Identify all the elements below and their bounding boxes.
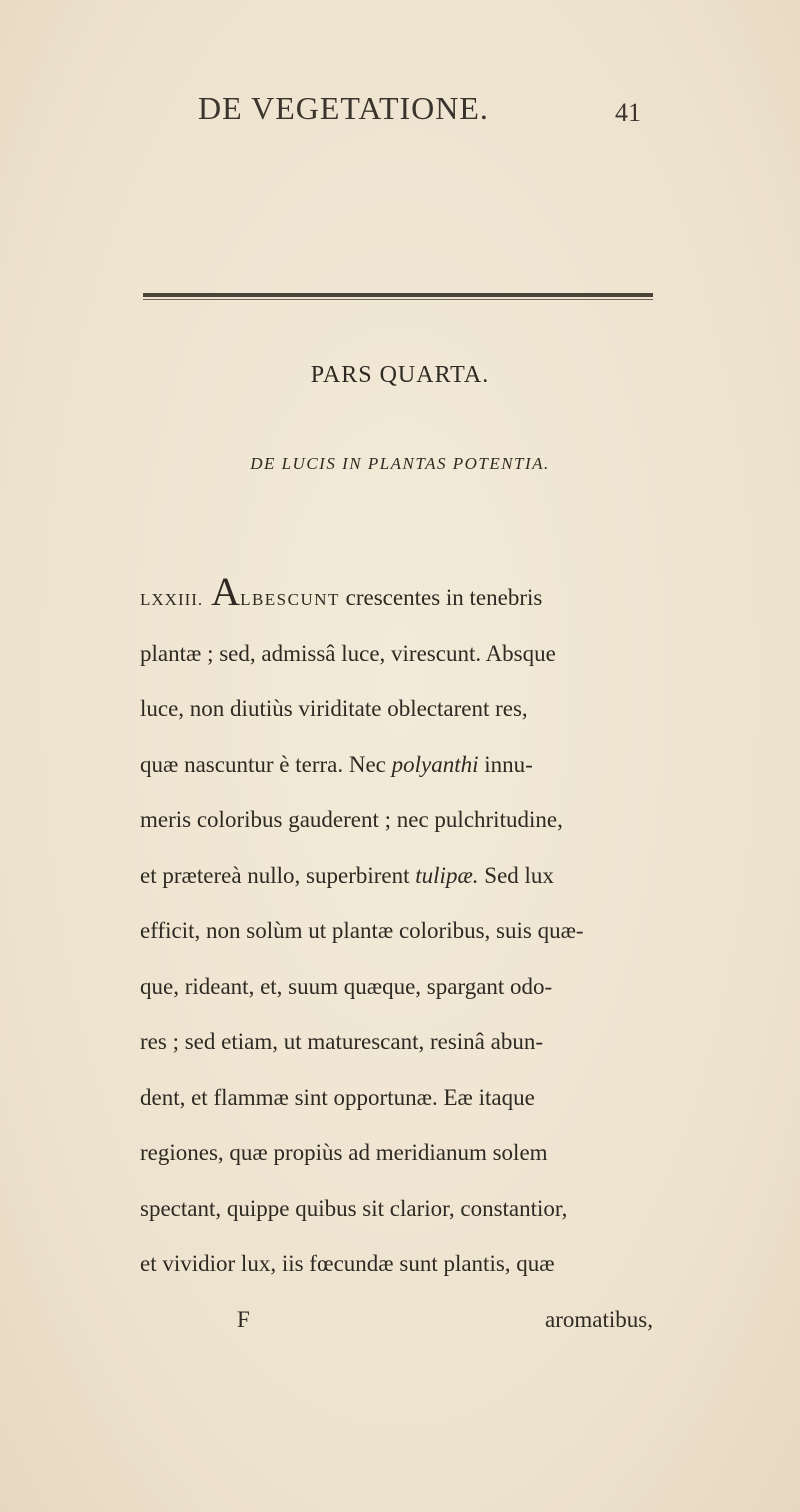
header-rule-thick — [143, 293, 653, 297]
opening-word: LBESCUNT — [240, 590, 340, 609]
text-line — [140, 903, 655, 959]
first-line-content — [140, 570, 542, 626]
text-line — [140, 1181, 655, 1237]
text-line — [140, 626, 655, 682]
line-content — [140, 1181, 567, 1237]
signature-mark: F — [237, 1306, 250, 1332]
text-run: res ; sed etiam, ut maturescant, resinâ abun- — [140, 1029, 543, 1054]
drop-cap: A — [211, 569, 241, 614]
line-content — [140, 959, 552, 1015]
line-content — [140, 1236, 555, 1292]
text-line — [140, 848, 655, 904]
first-line-rest: crescentes in tenebris — [339, 585, 543, 610]
text-line-first — [140, 570, 655, 626]
body-text — [140, 570, 655, 1347]
text-line — [140, 1070, 655, 1126]
section-number: LXXIII. — [140, 590, 204, 609]
section-subtitle: DE LUCIS IN PLANTAS POTENTIA. — [250, 454, 550, 473]
text-run: regiones, quæ propiùs ad meridianum solem — [140, 1140, 548, 1165]
text-line — [140, 1236, 655, 1292]
page-number: 41 — [615, 98, 641, 127]
header-rule-thin — [143, 299, 653, 300]
text-run: dent, et flammæ sint opportunæ. Eæ itaque — [140, 1084, 535, 1110]
line-content — [140, 1125, 548, 1181]
footer-line — [140, 1292, 655, 1348]
line-content — [140, 681, 528, 737]
text-run: et vividior lux, iis fœcundæ sunt plantis, quæ — [140, 1251, 555, 1276]
catchword: aromatibus, — [545, 1306, 653, 1332]
text-run: spectant, quippe quibus sit clarior, constantior, — [140, 1195, 568, 1221]
text-run: que, rideant, et, suum quæque, spargant odo- — [140, 973, 553, 999]
text-run: plantæ ; sed, admissâ luce, virescunt. Absque — [140, 640, 556, 666]
text-line — [140, 681, 655, 737]
italic-word: tulipæ. — [415, 862, 479, 888]
running-head: DE VEGETATIONE. — [198, 90, 489, 126]
text-line — [140, 792, 655, 848]
text-run: quæ nascuntur è terra. Nec — [140, 751, 392, 777]
line-content — [140, 1070, 535, 1126]
text-lines — [140, 626, 655, 1292]
text-run: et prætereà nullo, superbirent — [140, 862, 416, 888]
line-content — [140, 792, 563, 848]
line-content — [140, 626, 556, 682]
text-run: efficit, non solùm ut plantæ coloribus, suis quæ- — [140, 918, 584, 943]
italic-word: polyanthi — [391, 751, 479, 777]
text-line — [140, 959, 655, 1015]
text-line — [140, 1014, 655, 1070]
text-run: luce, non diutiùs viriditate oblectarent res, — [140, 696, 528, 721]
text-line — [140, 737, 655, 793]
text-line — [140, 1125, 655, 1181]
text-run: meris coloribus gauderent ; nec pulchritudine, — [140, 807, 563, 832]
text-run: Sed lux — [478, 862, 554, 888]
line-content — [140, 737, 533, 793]
line-content — [140, 903, 584, 959]
line-content — [140, 1014, 543, 1070]
line-content — [140, 848, 554, 904]
part-title: PARS QUARTA. — [310, 362, 490, 388]
text-run: innu- — [478, 751, 533, 777]
